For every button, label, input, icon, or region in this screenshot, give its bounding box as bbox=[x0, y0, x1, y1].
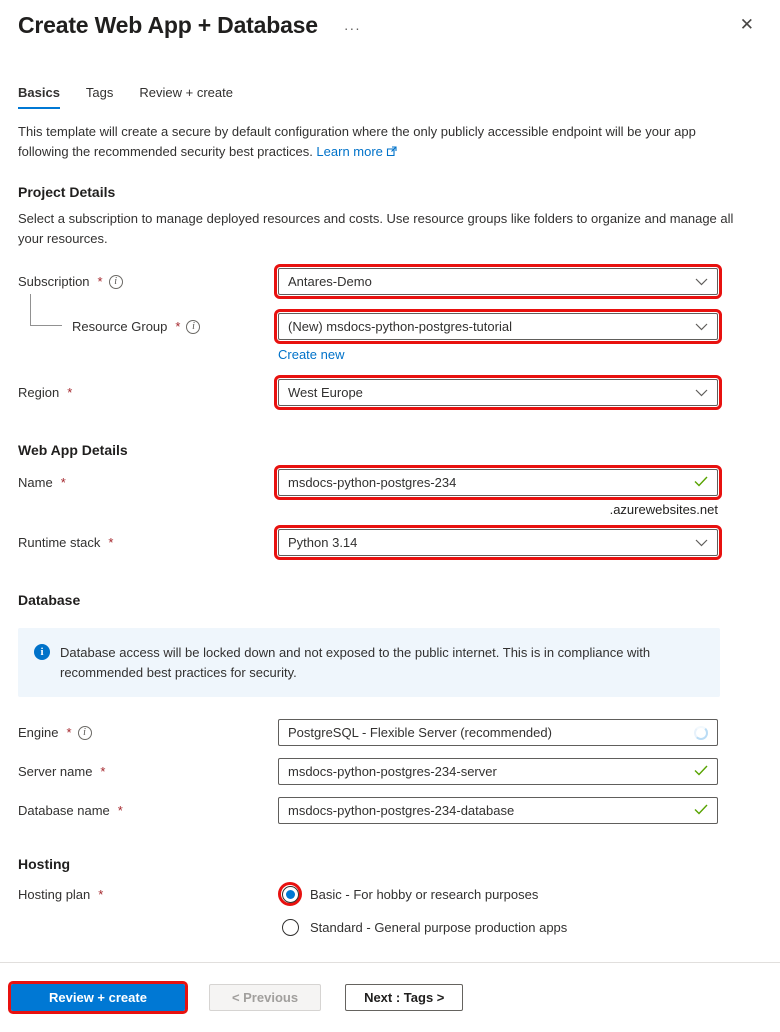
server-name-label: Server name * bbox=[18, 764, 106, 779]
runtime-stack-row bbox=[0, 529, 780, 556]
runtime-stack-value: Python 3.14 bbox=[288, 535, 358, 550]
name-row bbox=[0, 469, 780, 496]
close-icon[interactable]: ✕ bbox=[739, 15, 754, 34]
previous-button[interactable]: < Previous bbox=[209, 984, 321, 1011]
more-options-icon[interactable]: ··· bbox=[343, 20, 361, 36]
server-name-input-wrapper bbox=[278, 758, 718, 785]
wizard-footer bbox=[0, 962, 780, 1032]
engine-dropdown[interactable] bbox=[278, 719, 718, 746]
chevron-down-icon bbox=[695, 385, 708, 400]
required-asterisk: * bbox=[60, 475, 66, 490]
loading-spinner-icon bbox=[694, 726, 708, 740]
hosting-plan-label: Hosting plan * bbox=[18, 887, 104, 902]
region-row bbox=[0, 379, 780, 406]
valid-check-icon bbox=[694, 803, 708, 818]
hosting-plan-standard-label: Standard - General purpose production apps bbox=[310, 919, 568, 935]
name-input-wrapper bbox=[278, 469, 718, 496]
subscription-label: Subscription * i bbox=[18, 274, 278, 289]
engine-row bbox=[0, 719, 780, 746]
required-asterisk: * bbox=[108, 535, 114, 550]
tab-tags[interactable]: Tags bbox=[85, 85, 114, 100]
server-name-input[interactable] bbox=[288, 759, 686, 784]
info-icon[interactable]: i bbox=[186, 320, 200, 334]
required-asterisk: * bbox=[100, 764, 106, 779]
info-icon: i bbox=[34, 644, 50, 660]
database-name-row bbox=[0, 797, 780, 824]
tab-review-create[interactable]: Review + create bbox=[139, 85, 233, 100]
hosting-plan-row bbox=[0, 882, 780, 939]
runtime-stack-dropdown[interactable] bbox=[278, 529, 718, 556]
resource-group-label: Resource Group * i bbox=[18, 319, 278, 334]
section-title-hosting: Hosting bbox=[18, 856, 71, 872]
chevron-down-icon bbox=[695, 319, 708, 334]
project-details-description: Select a subscription to manage deployed resources and costs. Use resource groups like folders to organize and manage all your resources. bbox=[18, 211, 734, 246]
required-asterisk: * bbox=[66, 725, 72, 740]
learn-more-link[interactable]: Learn more bbox=[316, 143, 383, 159]
hosting-plan-option-basic[interactable] bbox=[278, 882, 567, 906]
database-name-input-wrapper bbox=[278, 797, 718, 824]
section-title-project-details: Project Details bbox=[18, 184, 116, 200]
resource-group-dropdown[interactable] bbox=[278, 313, 718, 340]
info-icon[interactable]: i bbox=[78, 726, 92, 740]
create-new-link[interactable]: Create new bbox=[278, 347, 345, 362]
valid-check-icon bbox=[694, 764, 708, 779]
subscription-dropdown[interactable] bbox=[278, 268, 718, 295]
radio-unselected-icon[interactable] bbox=[282, 919, 299, 936]
database-info-banner bbox=[18, 628, 720, 697]
tab-basics[interactable]: Basics bbox=[18, 85, 60, 109]
database-name-label: Database name * bbox=[18, 803, 123, 818]
runtime-stack-label: Runtime stack * bbox=[18, 535, 114, 550]
review-create-button[interactable]: Review + create bbox=[11, 984, 185, 1011]
subscription-value: Antares-Demo bbox=[288, 274, 372, 289]
database-name-input[interactable] bbox=[288, 798, 686, 823]
domain-suffix: .azurewebsites.net bbox=[609, 502, 718, 517]
subscription-group bbox=[0, 268, 780, 362]
section-title-web-app-details: Web App Details bbox=[18, 442, 128, 458]
resource-group-row bbox=[0, 313, 780, 340]
intro-description: This template will create a secure by default configuration where the only publicly accessible endpoint will be your app following the recommended security best practices. bbox=[18, 124, 696, 159]
region-dropdown[interactable] bbox=[278, 379, 718, 406]
region-label: Region * bbox=[18, 385, 73, 400]
radio-selected-icon[interactable] bbox=[282, 886, 299, 903]
chevron-down-icon bbox=[695, 535, 708, 550]
intro-text bbox=[0, 109, 780, 162]
server-name-row bbox=[0, 758, 780, 785]
next-tags-button[interactable]: Next : Tags > bbox=[345, 984, 463, 1011]
name-label: Name * bbox=[18, 475, 66, 490]
annotation-ring bbox=[278, 882, 302, 906]
section-title-database: Database bbox=[18, 592, 81, 608]
required-asterisk: * bbox=[98, 887, 104, 902]
region-value: West Europe bbox=[288, 385, 363, 400]
hosting-plan-basic-label: Basic - For hobby or research purposes bbox=[310, 886, 539, 902]
chevron-down-icon bbox=[695, 274, 708, 289]
banner-text: Database access will be locked down and not exposed to the public internet. This is in compliance with recommended best practices for security. bbox=[60, 645, 651, 680]
resource-group-value: (New) msdocs-python-postgres-tutorial bbox=[288, 319, 512, 334]
subscription-row bbox=[0, 268, 780, 295]
name-input[interactable] bbox=[288, 470, 686, 495]
dialog-header bbox=[0, 0, 780, 39]
required-asterisk: * bbox=[175, 319, 181, 334]
hosting-plan-option-standard[interactable] bbox=[278, 915, 567, 939]
required-asterisk: * bbox=[97, 274, 103, 289]
valid-check-icon bbox=[694, 475, 708, 490]
required-asterisk: * bbox=[67, 385, 73, 400]
hierarchy-connector bbox=[30, 294, 62, 326]
required-asterisk: * bbox=[117, 803, 123, 818]
external-link-icon bbox=[386, 143, 397, 163]
engine-value: PostgreSQL - Flexible Server (recommended) bbox=[288, 725, 552, 740]
info-icon[interactable]: i bbox=[109, 275, 123, 289]
hosting-plan-options bbox=[278, 882, 567, 939]
page-title: Create Web App + Database bbox=[18, 12, 318, 38]
engine-label: Engine * i bbox=[18, 725, 278, 740]
wizard-tabs bbox=[0, 85, 780, 109]
